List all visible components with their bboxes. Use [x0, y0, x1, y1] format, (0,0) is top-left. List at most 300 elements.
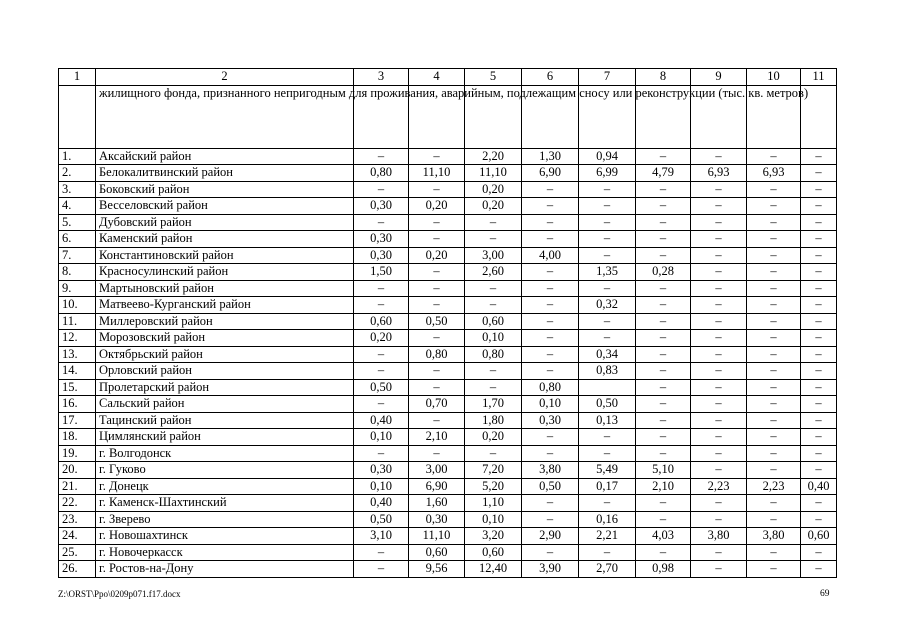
value-cell: –	[747, 148, 801, 165]
value-cell: 9,56	[409, 561, 465, 578]
row-number: 23.	[59, 511, 96, 528]
table-row	[59, 412, 837, 429]
value-cell: –	[522, 330, 579, 347]
district-name: г. Волгодонск	[96, 445, 354, 462]
value-cell: –	[747, 313, 801, 330]
value-cell: 0,16	[579, 511, 636, 528]
value-cell: –	[801, 561, 837, 578]
value-cell: –	[801, 264, 837, 281]
value-cell: 3,00	[465, 247, 522, 264]
value-cell: 0,80	[465, 346, 522, 363]
row-number: 21.	[59, 478, 96, 495]
value-cell: –	[801, 511, 837, 528]
value-cell: –	[801, 181, 837, 198]
value-cell: –	[747, 396, 801, 413]
value-cell: 0,20	[409, 198, 465, 215]
row-number: 19.	[59, 445, 96, 462]
value-cell: –	[691, 561, 747, 578]
value-cell: –	[636, 544, 691, 561]
value-cell: –	[747, 445, 801, 462]
value-cell: 1,35	[579, 264, 636, 281]
value-cell: 0,60	[465, 313, 522, 330]
district-name: Цимлянский район	[96, 429, 354, 446]
value-cell: –	[579, 544, 636, 561]
value-cell: –	[747, 231, 801, 248]
district-name: Красносулинский район	[96, 264, 354, 281]
value-cell: –	[354, 544, 409, 561]
col-header: 7	[579, 69, 636, 86]
value-cell: –	[579, 198, 636, 215]
value-cell: –	[522, 313, 579, 330]
district-name: г. Зверево	[96, 511, 354, 528]
value-cell: –	[747, 412, 801, 429]
value-cell: –	[636, 346, 691, 363]
value-cell: –	[747, 429, 801, 446]
value-cell: –	[579, 181, 636, 198]
col-header: 5	[465, 69, 522, 86]
district-name: Орловский район	[96, 363, 354, 380]
value-cell: 3,80	[691, 528, 747, 545]
value-cell: –	[409, 412, 465, 429]
value-cell: 1,10	[465, 495, 522, 512]
value-cell: –	[579, 313, 636, 330]
value-cell: –	[801, 379, 837, 396]
value-cell: –	[636, 297, 691, 314]
row-number: 8.	[59, 264, 96, 281]
value-cell: –	[579, 280, 636, 297]
value-cell: 2,23	[691, 478, 747, 495]
district-name: Сальский район	[96, 396, 354, 413]
value-cell: –	[354, 280, 409, 297]
value-cell: –	[522, 297, 579, 314]
value-cell: –	[801, 462, 837, 479]
value-cell: –	[747, 561, 801, 578]
value-cell: 3,20	[465, 528, 522, 545]
value-cell: 0,70	[409, 396, 465, 413]
value-cell: 0,40	[801, 478, 837, 495]
district-name: Боковский район	[96, 181, 354, 198]
value-cell: 3,10	[354, 528, 409, 545]
intro-num-cell	[59, 85, 96, 148]
row-number: 1.	[59, 148, 96, 165]
table-row	[59, 280, 837, 297]
district-name: Весселовский район	[96, 198, 354, 215]
value-cell: –	[522, 181, 579, 198]
value-cell: –	[522, 429, 579, 446]
value-cell: 0,28	[636, 264, 691, 281]
value-cell: 0,30	[409, 511, 465, 528]
value-cell: –	[747, 198, 801, 215]
row-number: 14.	[59, 363, 96, 380]
value-cell: 6,93	[747, 165, 801, 182]
value-cell: –	[465, 297, 522, 314]
row-number: 5.	[59, 214, 96, 231]
table-row	[59, 363, 837, 380]
value-cell: –	[801, 148, 837, 165]
district-name: Аксайский район	[96, 148, 354, 165]
value-cell: –	[691, 297, 747, 314]
value-cell: 2,20	[465, 148, 522, 165]
value-cell: –	[691, 495, 747, 512]
value-cell: 0,50	[354, 379, 409, 396]
value-cell: –	[636, 396, 691, 413]
district-name: г. Новочеркасск	[96, 544, 354, 561]
value-cell: –	[747, 247, 801, 264]
value-cell: –	[522, 214, 579, 231]
value-cell: 0,10	[465, 330, 522, 347]
value-cell: –	[691, 264, 747, 281]
district-name: Мартыновский район	[96, 280, 354, 297]
row-number: 3.	[59, 181, 96, 198]
value-cell: –	[747, 214, 801, 231]
value-cell: –	[801, 313, 837, 330]
value-cell: 0,10	[354, 429, 409, 446]
value-cell: 0,80	[409, 346, 465, 363]
value-cell: –	[747, 511, 801, 528]
value-cell: 4,00	[522, 247, 579, 264]
value-cell: 0,98	[636, 561, 691, 578]
value-cell: –	[354, 148, 409, 165]
value-cell: 0,20	[465, 198, 522, 215]
value-cell: –	[522, 231, 579, 248]
value-cell: –	[636, 231, 691, 248]
value-cell: –	[691, 412, 747, 429]
value-cell: –	[522, 511, 579, 528]
value-cell: –	[579, 214, 636, 231]
table-row	[59, 330, 837, 347]
value-cell: –	[801, 445, 837, 462]
row-number: 4.	[59, 198, 96, 215]
table-row	[59, 445, 837, 462]
value-cell: 3,80	[747, 528, 801, 545]
table-row	[59, 495, 837, 512]
value-cell: 1,70	[465, 396, 522, 413]
value-cell: –	[801, 412, 837, 429]
value-cell: –	[636, 429, 691, 446]
value-cell: –	[801, 346, 837, 363]
value-cell: 0,32	[579, 297, 636, 314]
district-name: Миллеровский район	[96, 313, 354, 330]
value-cell: –	[579, 429, 636, 446]
value-cell: 1,50	[354, 264, 409, 281]
value-cell: –	[465, 214, 522, 231]
value-cell: –	[522, 445, 579, 462]
value-cell: 0,34	[579, 346, 636, 363]
value-cell: –	[747, 346, 801, 363]
value-cell: –	[801, 231, 837, 248]
value-cell: –	[636, 379, 691, 396]
value-cell: –	[691, 396, 747, 413]
table-row	[59, 181, 837, 198]
value-cell: 0,94	[579, 148, 636, 165]
value-cell: 6,90	[522, 165, 579, 182]
value-cell: 0,60	[409, 544, 465, 561]
value-cell: 0,50	[579, 396, 636, 413]
col-header: 10	[747, 69, 801, 86]
header-row	[59, 69, 837, 86]
value-cell: 0,40	[354, 495, 409, 512]
col-header: 1	[59, 69, 96, 86]
row-number: 6.	[59, 231, 96, 248]
col-header: 2	[96, 69, 354, 86]
row-number: 7.	[59, 247, 96, 264]
value-cell: 0,10	[354, 478, 409, 495]
value-cell: –	[522, 544, 579, 561]
value-cell: –	[747, 264, 801, 281]
value-cell: –	[465, 231, 522, 248]
value-cell: 2,10	[409, 429, 465, 446]
intro-text: жилищного фонда, признанного непригодным для проживания, аварийным, подлежащим сносу или реконструкции (тыс. кв. метров)	[96, 85, 354, 148]
district-name: Тацинский район	[96, 412, 354, 429]
value-cell: 0,50	[354, 511, 409, 528]
table-row	[59, 198, 837, 215]
value-cell: –	[691, 544, 747, 561]
value-cell: 6,93	[691, 165, 747, 182]
table-row	[59, 544, 837, 561]
data-table	[58, 68, 837, 578]
value-cell: –	[636, 198, 691, 215]
table-row	[59, 396, 837, 413]
value-cell: –	[801, 544, 837, 561]
col-header: 11	[801, 69, 837, 86]
value-cell: –	[691, 379, 747, 396]
value-cell: 0,50	[522, 478, 579, 495]
district-name: Морозовский район	[96, 330, 354, 347]
table-row	[59, 478, 837, 495]
value-cell: 3,90	[522, 561, 579, 578]
value-cell: –	[409, 148, 465, 165]
row-number: 15.	[59, 379, 96, 396]
value-cell: 0,13	[579, 412, 636, 429]
row-number: 22.	[59, 495, 96, 512]
value-cell: –	[747, 330, 801, 347]
value-cell: –	[801, 247, 837, 264]
value-cell: –	[636, 247, 691, 264]
value-cell: 0,20	[409, 247, 465, 264]
district-name: Дубовский район	[96, 214, 354, 231]
value-cell: –	[747, 544, 801, 561]
value-cell: –	[636, 363, 691, 380]
value-cell: –	[691, 429, 747, 446]
value-cell: –	[354, 181, 409, 198]
value-cell: –	[522, 280, 579, 297]
value-cell: 3,00	[409, 462, 465, 479]
value-cell: –	[801, 165, 837, 182]
row-number: 17.	[59, 412, 96, 429]
value-cell: –	[409, 214, 465, 231]
value-cell: –	[636, 280, 691, 297]
table-row	[59, 379, 837, 396]
value-cell: –	[691, 181, 747, 198]
value-cell: 2,23	[747, 478, 801, 495]
value-cell: –	[522, 198, 579, 215]
row-number: 16.	[59, 396, 96, 413]
table-row	[59, 247, 837, 264]
district-name: Константиновский район	[96, 247, 354, 264]
value-cell: –	[801, 214, 837, 231]
value-cell: –	[636, 511, 691, 528]
value-cell: –	[747, 379, 801, 396]
value-cell: –	[354, 346, 409, 363]
value-cell: –	[354, 297, 409, 314]
value-cell: 4,79	[636, 165, 691, 182]
district-name: г. Донецк	[96, 478, 354, 495]
value-cell: –	[465, 280, 522, 297]
value-cell: 1,80	[465, 412, 522, 429]
value-cell: 0,80	[354, 165, 409, 182]
table-row	[59, 462, 837, 479]
value-cell: –	[409, 297, 465, 314]
col-header: 9	[691, 69, 747, 86]
value-cell: –	[522, 495, 579, 512]
value-cell: –	[747, 181, 801, 198]
district-name: г. Гуково	[96, 462, 354, 479]
value-cell: –	[354, 561, 409, 578]
value-cell: 2,21	[579, 528, 636, 545]
col-header: 3	[354, 69, 409, 86]
row-number: 9.	[59, 280, 96, 297]
value-cell: –	[409, 231, 465, 248]
page-number: 69	[820, 589, 830, 599]
value-cell: –	[636, 148, 691, 165]
table-row	[59, 165, 837, 182]
row-number: 12.	[59, 330, 96, 347]
value-cell: –	[691, 462, 747, 479]
value-cell: 5,49	[579, 462, 636, 479]
value-cell: 6,99	[579, 165, 636, 182]
value-cell: 0,17	[579, 478, 636, 495]
district-name: г. Ростов-на-Дону	[96, 561, 354, 578]
value-cell: –	[801, 297, 837, 314]
table-row	[59, 346, 837, 363]
table-row	[59, 511, 837, 528]
value-cell: –	[801, 280, 837, 297]
value-cell: 0,30	[354, 231, 409, 248]
value-cell: –	[691, 280, 747, 297]
value-cell: –	[691, 214, 747, 231]
value-cell: –	[636, 181, 691, 198]
value-cell: 1,30	[522, 148, 579, 165]
value-cell: –	[354, 445, 409, 462]
row-number: 26.	[59, 561, 96, 578]
value-cell: –	[465, 445, 522, 462]
col-header: 6	[522, 69, 579, 86]
table-row	[59, 297, 837, 314]
value-cell: –	[636, 214, 691, 231]
value-cell: –	[354, 363, 409, 380]
value-cell: –	[801, 198, 837, 215]
value-cell: –	[579, 445, 636, 462]
value-cell: –	[636, 495, 691, 512]
table-row	[59, 264, 837, 281]
value-cell: –	[747, 495, 801, 512]
row-number: 2.	[59, 165, 96, 182]
value-cell: –	[747, 297, 801, 314]
value-cell: 2,60	[465, 264, 522, 281]
value-cell: –	[636, 330, 691, 347]
value-cell: –	[691, 445, 747, 462]
value-cell	[579, 379, 636, 396]
value-cell: 5,20	[465, 478, 522, 495]
row-number: 20.	[59, 462, 96, 479]
footer-file-path: Z:\ORST\Ppo\0209p071.f17.docx	[58, 589, 181, 599]
value-cell: –	[409, 330, 465, 347]
value-cell: –	[691, 313, 747, 330]
row-number: 10.	[59, 297, 96, 314]
value-cell: 0,80	[522, 379, 579, 396]
value-cell: 6,90	[409, 478, 465, 495]
table-row	[59, 214, 837, 231]
value-cell: 2,10	[636, 478, 691, 495]
value-cell: –	[409, 379, 465, 396]
value-cell: –	[579, 495, 636, 512]
district-name: г. Новошахтинск	[96, 528, 354, 545]
table-row	[59, 148, 837, 165]
table-row	[59, 313, 837, 330]
value-cell: –	[747, 462, 801, 479]
value-cell: –	[522, 363, 579, 380]
value-cell: 0,60	[801, 528, 837, 545]
value-cell: –	[747, 363, 801, 380]
value-cell: 0,10	[522, 396, 579, 413]
district-name: Матвеево-Курганский район	[96, 297, 354, 314]
value-cell: –	[801, 495, 837, 512]
value-cell: 2,70	[579, 561, 636, 578]
value-cell: –	[636, 445, 691, 462]
table-row	[59, 528, 837, 545]
value-cell: –	[636, 313, 691, 330]
value-cell: 5,10	[636, 462, 691, 479]
col-header: 4	[409, 69, 465, 86]
value-cell: 0,20	[465, 429, 522, 446]
value-cell: 0,30	[354, 198, 409, 215]
value-cell: –	[691, 231, 747, 248]
district-name: Пролетарский район	[96, 379, 354, 396]
value-cell: 11,10	[465, 165, 522, 182]
value-cell: 3,80	[522, 462, 579, 479]
value-cell: –	[747, 280, 801, 297]
table-row	[59, 231, 837, 248]
row-number: 24.	[59, 528, 96, 545]
value-cell: –	[801, 429, 837, 446]
district-name: Белокалитвинский район	[96, 165, 354, 182]
value-cell: –	[801, 363, 837, 380]
value-cell: –	[354, 214, 409, 231]
value-cell: –	[691, 198, 747, 215]
value-cell: –	[691, 346, 747, 363]
value-cell: –	[409, 445, 465, 462]
value-cell: 4,03	[636, 528, 691, 545]
value-cell: –	[579, 247, 636, 264]
intro-row	[59, 85, 837, 148]
value-cell: –	[465, 379, 522, 396]
table-row	[59, 561, 837, 578]
value-cell: 12,40	[465, 561, 522, 578]
value-cell: –	[801, 396, 837, 413]
value-cell: –	[691, 247, 747, 264]
value-cell: 0,30	[354, 462, 409, 479]
value-cell: –	[691, 148, 747, 165]
value-cell: 11,10	[409, 165, 465, 182]
value-cell: 0,83	[579, 363, 636, 380]
value-cell: –	[691, 363, 747, 380]
value-cell: 0,60	[465, 544, 522, 561]
value-cell: –	[522, 346, 579, 363]
value-cell: –	[579, 231, 636, 248]
row-number: 13.	[59, 346, 96, 363]
value-cell: 7,20	[465, 462, 522, 479]
value-cell: –	[409, 264, 465, 281]
